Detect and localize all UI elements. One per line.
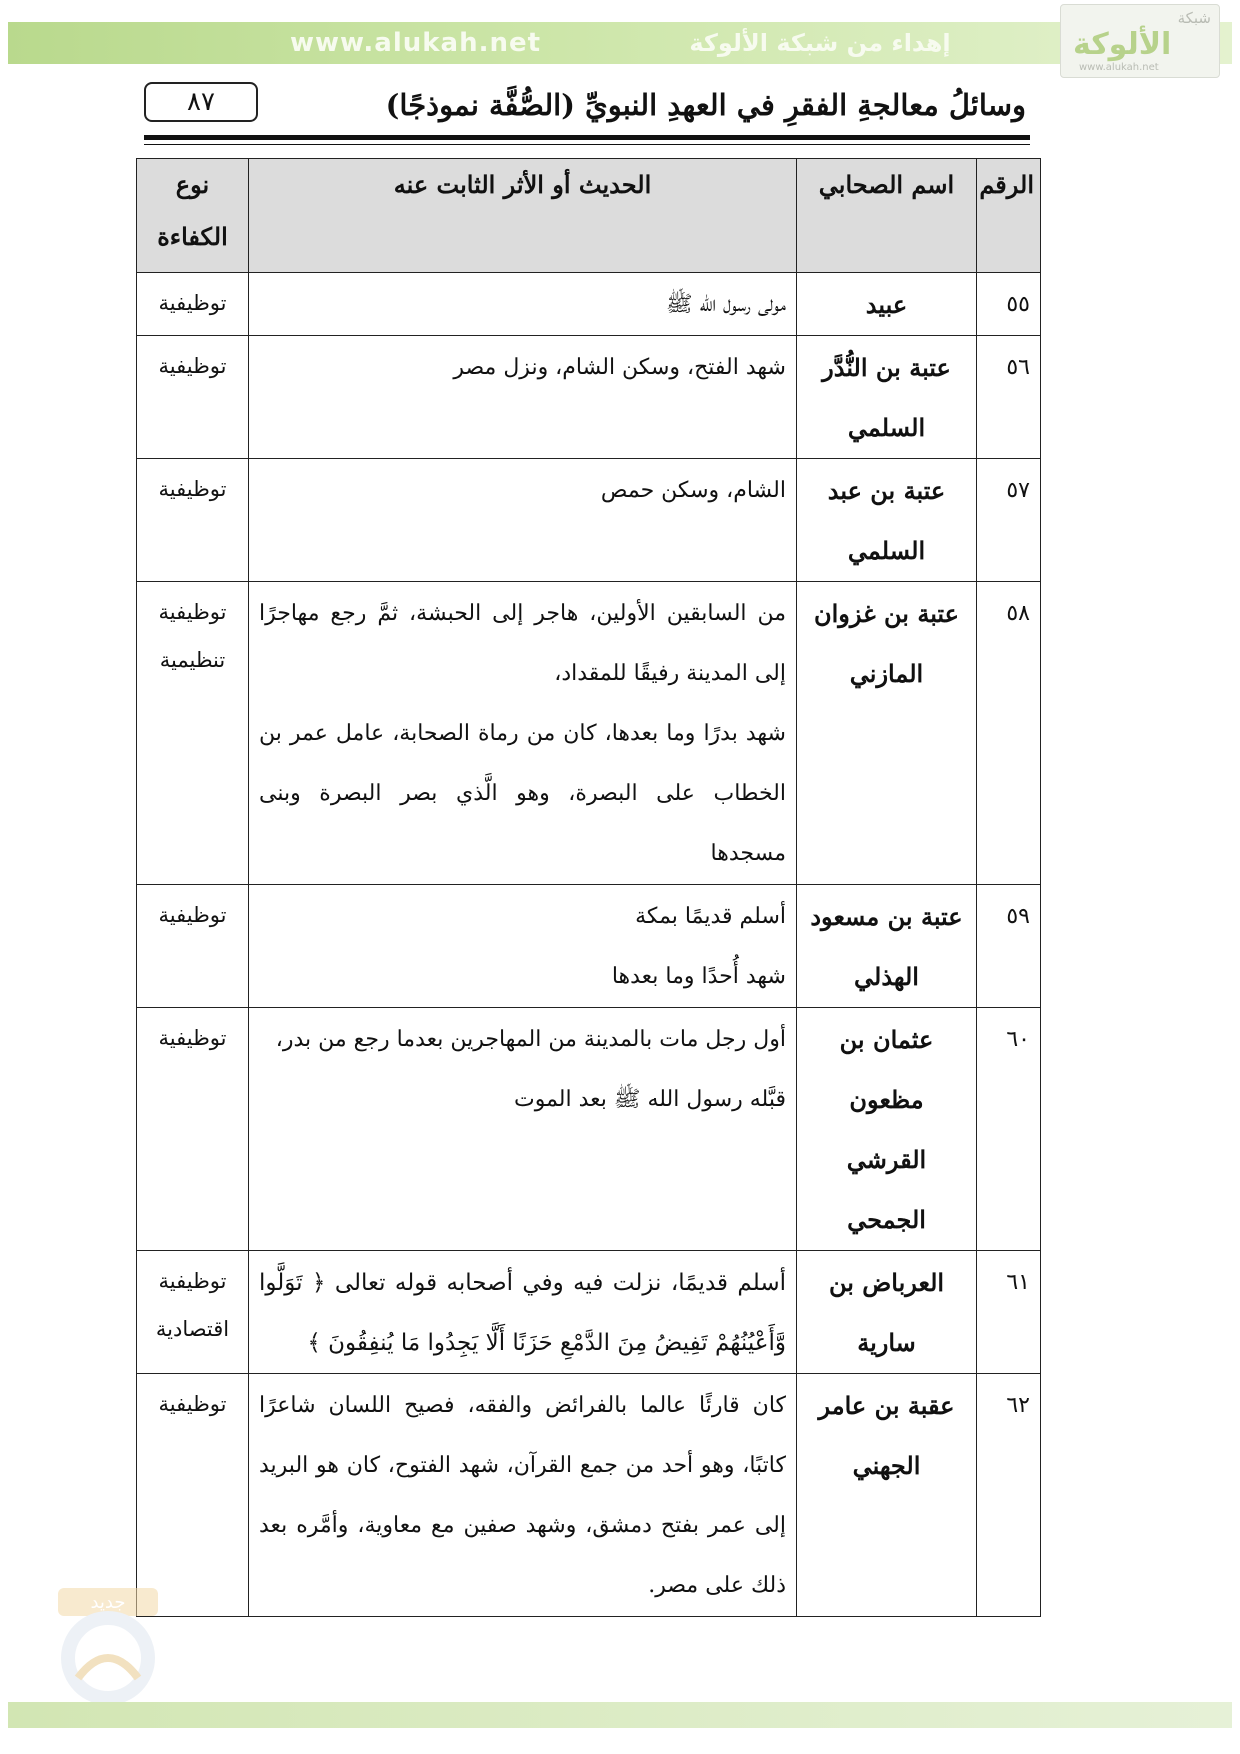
table-row [137,1251,1041,1374]
competence-label: توظيفية [158,354,227,378]
hadith-text [249,273,797,336]
hadith-line: من السابقين الأولين، هاجر إلى الحبشة، ثمَّ رجع مهاجرًا إلى المدينة رفيقًا للمقداد، [259,601,786,686]
header-rule-thick [144,135,1030,140]
hadith-line: شهد بدرًا وما بعدها، كان من رماة الصحابة، عامل عمر بن الخطاب على البصرة، وهو الَّذي بصر البصرة وبنى مسجدها [259,721,786,866]
hadith-line: مولى رسول الله ﷺ [666,292,786,317]
competence-label: توظيفية [158,1269,227,1293]
competence-type [137,459,249,582]
hadith-text [249,1374,797,1617]
header-competence-type: نوع الكفاءة [137,159,249,273]
hadith-text [249,1251,797,1374]
table-row [137,1374,1041,1617]
competence-type [137,582,249,885]
page-number: ٨٧ [144,82,258,122]
badge-top-text: جديد [90,1592,126,1613]
hadith-line: قبَّله رسول الله ﷺ بعد الموت [514,1087,786,1112]
companion-name: عتبة بن النُّدَّر السلمي [797,336,977,459]
companion-name: عتبة بن عبد السلمي [797,459,977,582]
bottom-banner [8,1702,1232,1728]
header-rule-thin [144,144,1030,145]
competence-label: توظيفية [158,903,227,927]
companion-name: عتبة بن مسعود الهذلي [797,885,977,1008]
competence-type [137,885,249,1008]
row-number: ٥٩ [977,885,1041,1008]
competence-label: تنظيمية [159,648,226,672]
companion-name: عقبة بن عامر الجهني [797,1374,977,1617]
header-companion-name: اسم الصحابي [797,159,977,273]
row-number: ٦٠ [977,1008,1041,1251]
hadith-line: أسلم قديمًا بمكة [635,904,786,929]
competence-label: توظيفية [158,477,227,501]
companion-name: عثمان بن مظعون القرشي الجمحي [797,1008,977,1251]
banner-gift-text: إهداء من شبكة الألوكة [689,29,951,57]
row-number: ٥٥ [977,273,1041,336]
table-row [137,336,1041,459]
companion-name: عبيد [797,273,977,336]
table-row [137,1008,1041,1251]
top-banner [8,22,1232,64]
hadith-text [249,1008,797,1251]
hadith-line: الشام، وسكن حمص [600,478,786,503]
companions-table-wrap [136,158,1040,1617]
banner-url[interactable]: www.alukah.net [290,28,542,58]
header-hadith: الحديث أو الأثر الثابت عنه [249,159,797,273]
hadith-line: كان قارئًا عالما بالفرائض والفقه، فصيح اللسان شاعرًا كاتبًا، وهو أحد من جمع القرآن، شهد الفتوح، كان هو البريد إلى عمر بفتح دمشق، وشهد صفين مع معاوية، وأمَّره بعد ذلك على مصر. [259,1393,786,1598]
logo-url-text: www.alukah.net [1079,62,1159,73]
competence-type [137,336,249,459]
row-number: ٥٦ [977,336,1041,459]
row-number: ٥٧ [977,459,1041,582]
hadith-text [249,582,797,885]
companion-name: عتبة بن غزوان المازني [797,582,977,885]
hadith-line: شهد أُحدًا وما بعدها [611,964,786,989]
hadith-line: أسلم قديمًا، نزلت فيه وفي أصحابه قوله تعالى ﴿ تَوَلَّوا وَّأَعْيُنُهُمْ تَفِيضُ مِنَ الدَّمْعِ حَزَنًا أَلَّا يَجِدُوا مَا يُنفِقُونَ ﴾ [259,1270,786,1356]
logo-main-text: الألوكة [1073,27,1172,62]
table-row [137,582,1041,885]
page-title: وسائلُ معالجةِ الفقرِ في العهدِ النبويِّ (الصُّفَّة نموذجًا) [385,88,1026,122]
competence-label: اقتصادية [155,1317,230,1341]
hadith-text [249,459,797,582]
hadith-line: أول رجل مات بالمدينة من المهاجرين بعدما رجع من بدر، [275,1027,786,1052]
table-header-row [137,159,1041,273]
hadith-text [249,336,797,459]
row-number: ٦١ [977,1251,1041,1374]
competence-type [137,1008,249,1251]
companions-table [136,158,1041,1617]
hadith-line: شهد الفتح، وسكن الشام، ونزل مصر [453,355,786,380]
site-logo[interactable] [1060,4,1220,78]
competence-type [137,1251,249,1374]
header-number: الرقم [977,159,1041,273]
row-number: ٥٨ [977,582,1041,885]
table-row [137,885,1041,1008]
row-number: ٦٢ [977,1374,1041,1617]
logo-top-text: شبكة [1177,9,1211,27]
competence-label: توظيفية [158,291,227,315]
companion-name: العرباض بن سارية [797,1251,977,1374]
competence-label: توظيفية [158,600,227,624]
table-body [137,273,1041,1617]
hadith-text [249,885,797,1008]
competence-label: توظيفية [158,1392,227,1416]
competence-label: توظيفية [158,1026,227,1050]
table-row [137,459,1041,582]
competence-type [137,273,249,336]
table-row [137,273,1041,336]
